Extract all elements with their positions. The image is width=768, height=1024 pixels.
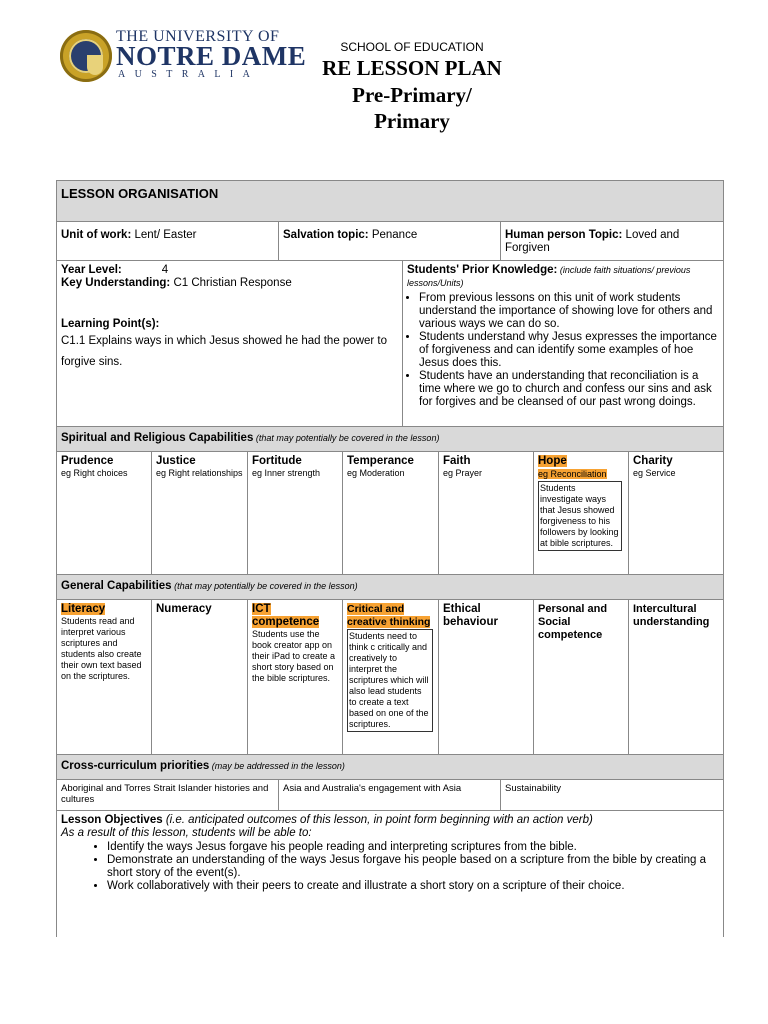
list-item: • Demonstrate an understanding of the ways Jesus forgave his people based on a scripture from the bible by creating a short story of the event(s). [107, 854, 719, 880]
prior-knowledge-note: (include faith situations/ previous lessons/Units) [407, 265, 691, 288]
unit-label: Unit of work: [61, 229, 132, 241]
capability-detail: Students investigate ways that Jesus showed forgiveness to his followers by looking at bible scriptures. [538, 481, 622, 551]
unit-value: Lent/ Easter [131, 229, 197, 241]
capability-title: Temperance [347, 455, 414, 467]
logo-line-1: THE UNIVERSITY OF [116, 28, 280, 45]
human-label: Human person Topic: [505, 229, 623, 241]
human-person-topic-cell [501, 222, 723, 260]
capability-example: eg Service [633, 468, 676, 478]
organisation-heading-row [57, 181, 723, 222]
capability-critical-thinking [343, 600, 439, 754]
spiritual-capabilities-row [57, 452, 723, 575]
cross-priority-asia: Asia and Australia's engagement with Asia [279, 780, 501, 810]
organisation-heading: LESSON ORGANISATION [61, 186, 219, 201]
capability-charity [629, 452, 723, 574]
cross-priority-sustainability: Sustainability [505, 783, 561, 794]
capability-example: eg Reconciliation [538, 469, 607, 479]
year-value: 4 [161, 264, 169, 276]
cross-note: (may be addressed in the lesson) [209, 761, 345, 771]
logo-line-2: NOTRE DAME [116, 41, 307, 71]
spiritual-heading-cell [57, 427, 723, 451]
cross-heading-row [57, 755, 723, 780]
capability-ethical [439, 600, 534, 754]
capability-title: Literacy [61, 603, 106, 615]
unit-of-work-cell [57, 222, 279, 260]
capability-title: Fortitude [252, 455, 302, 467]
year-knowledge-row [57, 261, 723, 427]
capability-numeracy [152, 600, 248, 754]
general-heading-row [57, 575, 723, 600]
capability-example: eg Moderation [347, 468, 405, 478]
general-heading: General Capabilities [61, 580, 172, 592]
spiritual-note: (that may potentially be covered in the lesson) [253, 433, 440, 443]
capability-ict [248, 600, 343, 754]
capability-title: Ethical behaviour [443, 603, 498, 628]
spiritual-heading-row [57, 427, 723, 452]
learning-point-value: C1.1 Explains ways in which Jesus showed he had the power to forgive sins. [61, 335, 388, 368]
salvation-value: Penance [368, 229, 418, 241]
capability-title: Charity [633, 455, 673, 467]
year-level-cell [57, 261, 403, 426]
capability-fortitude [248, 452, 343, 574]
capability-title: Numeracy [156, 603, 212, 615]
page-title: RE LESSON PLAN [322, 56, 502, 80]
key-understanding-label: Key Understanding: [61, 277, 171, 289]
school-name: SCHOOL OF EDUCATION [340, 40, 484, 54]
objectives-row [57, 811, 723, 937]
cross-priority-aboriginal: Aboriginal and Torres Strait Islander histories and cultures [57, 780, 279, 810]
capability-detail: Students read and interpret various scriptures and students also create their own text based on the scriptures. [61, 616, 142, 681]
capability-detail: Students use the book creator app on their iPad to create a short story based on the bible scriptures. [252, 629, 336, 683]
capability-example: eg Inner strength [252, 468, 321, 478]
list-item: • Students have an understanding that reconciliation is a time where we go to church and confess our sins and ask for forgives and be cleansed of our past wrong doings. [419, 370, 719, 409]
objectives-label: Lesson Objectives [61, 814, 163, 826]
list-item: • Students understand why Jesus expresses the importance of forgiveness and can identify some examples of hoe Jesus does this. [419, 331, 719, 370]
objectives-list [61, 841, 719, 893]
cross-heading: Cross-curriculum priorities [61, 760, 210, 772]
list-item: • Identify the ways Jesus forgave his people reading and interpreting scriptures from the bible. [107, 841, 719, 854]
objectives-intro: As a result of this lesson, students will be able to: [61, 827, 312, 839]
learning-point-label: Learning Point(s): [61, 318, 160, 330]
capability-example: eg Prayer [443, 468, 483, 478]
general-heading-cell [57, 575, 723, 599]
capability-hope [534, 452, 629, 574]
capability-prudence [57, 452, 152, 574]
list-item: • Work collaboratively with their peers to create and illustrate a short story on a scripture of their choice. [107, 880, 719, 893]
objectives-cell [57, 811, 723, 937]
salvation-topic-cell [279, 222, 501, 260]
general-note: (that may potentially be covered in the lesson) [171, 581, 358, 591]
cross-priorities-row [57, 780, 723, 811]
human-value: Loved and Forgiven [505, 229, 680, 254]
cross-heading-cell [57, 755, 723, 779]
capability-temperance [343, 452, 439, 574]
list-item: • From previous lessons on this unit of work students understand the importance of showing love for others and various ways we can do so. [419, 292, 719, 331]
lesson-plan-table [56, 180, 724, 937]
objectives-note: (i.e. anticipated outcomes of this lesson, in point form beginning with an action verb) [162, 814, 593, 826]
prior-knowledge-list [407, 292, 719, 409]
capability-title: Hope [538, 455, 567, 467]
capability-example: eg Right choices [61, 468, 128, 478]
prior-knowledge-cell [403, 261, 723, 426]
salvation-label: Salvation topic: [283, 229, 369, 241]
capability-title: Faith [443, 455, 471, 467]
capability-personal-social [534, 600, 629, 754]
capability-title: ICT competence [252, 603, 320, 628]
capability-title: Personal and Social competence [538, 603, 608, 641]
capability-detail: Students need to think c critically and creatively to interpret the scriptures which will also lead students to create a text based on one of the scriptures. [347, 629, 433, 732]
capability-faith [439, 452, 534, 574]
year-label: Year Level: [61, 264, 122, 276]
capability-title: Prudence [61, 455, 114, 467]
general-capabilities-row [57, 600, 723, 755]
prior-knowledge-label: Students' Prior Knowledge: [407, 264, 558, 276]
capability-title: Critical and creative thinking [347, 603, 431, 628]
capability-title: Intercultural understanding [633, 603, 710, 628]
page-subtitle-1: Pre-Primary/ [352, 83, 472, 107]
capability-title: Justice [156, 455, 196, 467]
capability-justice [152, 452, 248, 574]
capability-example: eg Right relationships [156, 468, 243, 478]
spiritual-heading: Spiritual and Religious Capabilities [61, 432, 254, 444]
topics-row [57, 222, 723, 261]
logo-line-3: AUSTRALIA [118, 69, 260, 80]
key-understanding-value: C1 Christian Response [170, 277, 292, 289]
page-subtitle-2: Primary [374, 109, 450, 133]
capability-intercultural [629, 600, 723, 754]
capability-literacy [57, 600, 152, 754]
